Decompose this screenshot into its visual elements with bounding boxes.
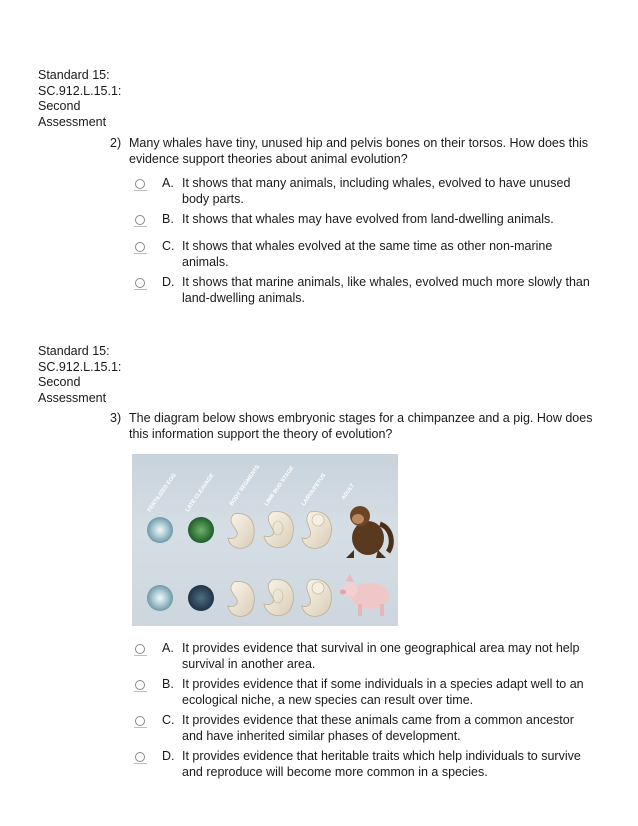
option-letter: A. (162, 641, 174, 655)
fertilized-egg-pig (147, 585, 173, 611)
option-text: It provides evidence that if some individuals in a species adapt well to an ecological niche, a new species can result over time. (182, 677, 584, 707)
fertilized-egg-chimp (147, 517, 173, 543)
question-text: Many whales have tiny, unused hip and pelvis bones on their torsos. How does this evidence support theories about animal evolution? (129, 136, 589, 166)
option-letter: C. (162, 239, 175, 253)
label-late-cleavage: LATE CLEAVAGE (184, 472, 216, 514)
option-b[interactable] (135, 676, 595, 708)
standard-line: Second (38, 99, 81, 113)
embryo-diagram (132, 454, 398, 626)
radio-button[interactable] (135, 215, 145, 225)
option-a[interactable] (135, 640, 595, 672)
question-3 (110, 410, 605, 442)
standard-label (38, 68, 148, 130)
question-number: 3) (110, 411, 122, 425)
option-text: It provides evidence that heritable traits which help individuals to survive and reproduce will become more common in a species. (182, 749, 581, 779)
standard-line: Standard 15: (38, 68, 110, 82)
standard-label (38, 344, 148, 406)
late-cleavage-chimp (188, 517, 214, 543)
question-text: The diagram below shows embryonic stages for a chimpanzee and a pig. How does this information support the theory of evolution? (129, 411, 593, 441)
option-text: It shows that many animals, including whales, evolved to have unused body parts. (182, 176, 571, 206)
standard-line: Standard 15: (38, 344, 110, 358)
chimpanzee-adult (346, 506, 391, 558)
option-b[interactable] (135, 211, 595, 227)
radio-button[interactable] (135, 242, 145, 252)
option-c[interactable] (135, 712, 595, 744)
option-text: It provides evidence that survival in one geographical area may not help survival in another area. (182, 641, 580, 671)
label-body-segments: BODY SEGMENTS (228, 464, 262, 508)
embryo-chimp-fetus (302, 511, 331, 548)
radio-button[interactable] (135, 179, 145, 189)
embryo-chimp-body-segments (228, 513, 254, 548)
option-letter: B. (162, 212, 174, 226)
option-c[interactable] (135, 238, 595, 270)
option-letter: D. (162, 749, 175, 763)
standard-code: SC.912.L.15.1: (38, 83, 122, 98)
option-letter: C. (162, 713, 175, 727)
embryo-chimp-limb-bud (264, 511, 293, 547)
option-text: It shows that marine animals, like whales, evolved much more slowly than land-dwelling animals. (182, 275, 590, 305)
embryo-pig-fetus (302, 579, 331, 616)
radio-button[interactable] (135, 752, 145, 762)
label-adult: ADULT (340, 482, 357, 502)
radio-button[interactable] (135, 680, 145, 690)
option-d[interactable] (135, 748, 595, 780)
embryo-diagram-graphic (132, 454, 398, 626)
option-a[interactable] (135, 175, 595, 207)
question-2 (110, 135, 605, 167)
radio-button[interactable] (135, 278, 145, 288)
standard-code: SC.912.L.15.1: (38, 359, 122, 374)
radio-button[interactable] (135, 644, 145, 654)
question-number: 2) (110, 136, 122, 150)
embryo-pig-body-segments (228, 581, 254, 616)
option-text: It shows that whales may have evolved from land-dwelling animals. (182, 212, 554, 226)
label-limb-bud-stage: LIMB BUD STAGE (263, 465, 296, 508)
option-letter: A. (162, 176, 174, 190)
option-letter: D. (162, 275, 175, 289)
late-cleavage-pig (188, 585, 214, 611)
option-d[interactable] (135, 274, 595, 306)
standard-line: Assessment (38, 390, 107, 405)
embryo-pig-limb-bud (264, 579, 293, 615)
option-letter: B. (162, 677, 174, 691)
option-text: It provides evidence that these animals came from a common ancestor and have inherited similar phases of development. (182, 713, 574, 743)
pig-adult (340, 574, 389, 616)
standard-line: Second (38, 375, 81, 389)
standard-line: Assessment (38, 114, 107, 129)
radio-button[interactable] (135, 716, 145, 726)
label-fertilized-egg: FERTILIZED EGG (146, 472, 178, 514)
label-larva-fetus: LARVA/FETUS (300, 472, 328, 508)
option-text: It shows that whales evolved at the same time as other non-marine animals. (182, 239, 553, 269)
